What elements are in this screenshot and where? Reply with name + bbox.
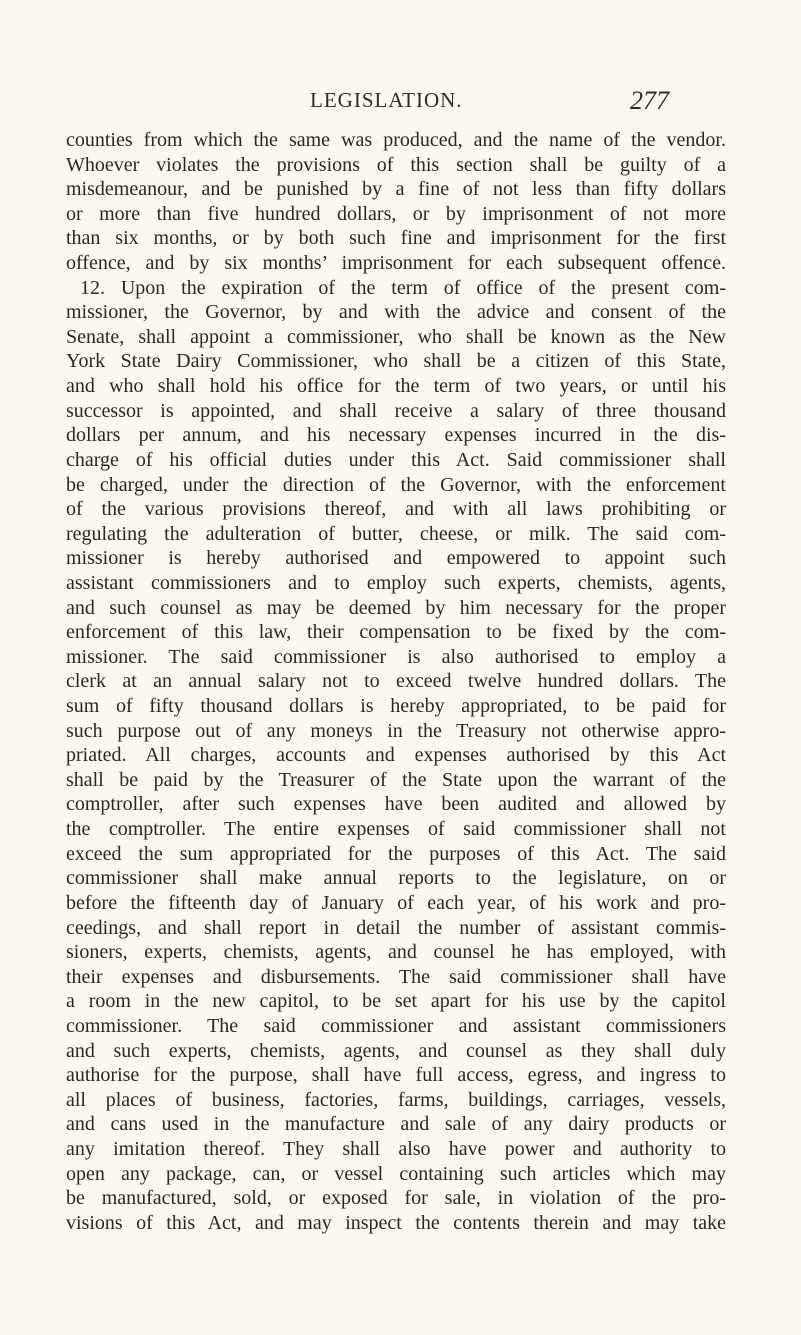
text-line: exceed the sum appropriated for the purposes of this Act. The said (66, 842, 726, 865)
text-line: missioner, the Governor, by and with the advice and consent of the (66, 301, 726, 324)
text-line: missioner. The said commissioner is also authorised to employ a (66, 645, 726, 668)
running-head (0, 86, 801, 126)
text-line: authorise for the purpose, shall have full access, egress, and ingress to (66, 1064, 726, 1087)
text-line: and cans used in the manufacture and sale of any dairy products or (66, 1113, 726, 1136)
text-line: clerk at an annual salary not to exceed twelve hundred dollars. The (66, 670, 726, 693)
text-line: commissioner. The said commissioner and assistant commissioners (66, 1014, 726, 1037)
text-line: open any package, can, or vessel containing such articles which may (66, 1162, 726, 1185)
text-line: their expenses and disbursements. The said commissioner shall have (66, 965, 726, 988)
text-line: Whoever violates the provisions of this section shall be guilty of a (66, 153, 726, 176)
text-line: priated. All charges, accounts and expenses authorised by this Act (66, 744, 726, 767)
text-line: and such counsel as may be deemed by him necessary for the proper (66, 596, 726, 619)
page-number: 277 (630, 86, 669, 115)
text-line: successor is appointed, and shall receive a salary of three thousand (66, 399, 726, 422)
text-line: missioner is hereby authorised and empowered to appoint such (66, 547, 726, 570)
text-line: be manufactured, sold, or exposed for sale, in violation of the pro- (66, 1187, 726, 1210)
text-line: sum of fifty thousand dollars is hereby appropriated, to be paid for (66, 695, 726, 718)
text-line: regulating the adulteration of butter, cheese, or milk. The said com- (66, 522, 726, 545)
text-line: assistant commissioners and to employ such experts, chemists, agents, (66, 571, 726, 594)
text-line: counties from which the same was produced, and the name of the vendor. (66, 129, 726, 151)
text-line: misdemeanour, and be punished by a fine of not less than fifty dollars (66, 178, 726, 201)
text-line: enforcement of this law, their compensation to be fixed by the com- (66, 621, 726, 644)
text-line: and who shall hold his office for the term of two years, or until his (66, 375, 726, 398)
text-line: offence, and by six months’ imprisonment for each subsequent offence. (66, 252, 726, 275)
section-start-line: 12. Upon the expiration of the term of office of the present com- (80, 276, 726, 299)
text-line: visions of this Act, and may inspect the contents therein and may take (66, 1211, 726, 1234)
text-line: York State Dairy Commissioner, who shall be a citizen of this State, (66, 350, 726, 373)
text-line: shall be paid by the Treasurer of the State upon the warrant of the (66, 768, 726, 791)
text-line: the comptroller. The entire expenses of said commissioner shall not (66, 818, 726, 841)
text-line: a room in the new capitol, to be set apart for his use by the capitol (66, 990, 726, 1013)
running-head-title: LEGISLATION. (310, 88, 463, 112)
text-line: charge of his official duties under this Act. Said commissioner shall (66, 448, 726, 471)
text-line: or more than five hundred dollars, or by imprisonment of not more (66, 202, 726, 225)
text-line: all places of business, factories, farms, buildings, carriages, vessels, (66, 1088, 726, 1111)
text-line: any imitation thereof. They shall also have power and authority to (66, 1137, 726, 1160)
text-line: sioners, experts, chemists, agents, and counsel he has employed, with (66, 941, 726, 964)
text-line: Senate, shall appoint a commissioner, who shall be known as the New (66, 325, 726, 348)
text-line: ceedings, and shall report in detail the number of assistant commis- (66, 916, 726, 939)
body-text (66, 128, 726, 1235)
text-line: of the various provisions thereof, and with all laws prohibiting or (66, 498, 726, 521)
text-line: commissioner shall make annual reports to the legislature, on or (66, 867, 726, 890)
text-line: dollars per annum, and his necessary expenses incurred in the dis- (66, 424, 726, 447)
text-line: such purpose out of any moneys in the Treasury not otherwise appro- (66, 719, 726, 742)
text-line: comptroller, after such expenses have been audited and allowed by (66, 793, 726, 816)
text-line: and such experts, chemists, agents, and counsel as they shall duly (66, 1039, 726, 1062)
text-line: be charged, under the direction of the Governor, with the enforcement (66, 473, 726, 496)
text-line: before the fifteenth day of January of each year, of his work and pro- (66, 891, 726, 914)
text-line: than six months, or by both such fine and imprisonment for the first (66, 227, 726, 250)
